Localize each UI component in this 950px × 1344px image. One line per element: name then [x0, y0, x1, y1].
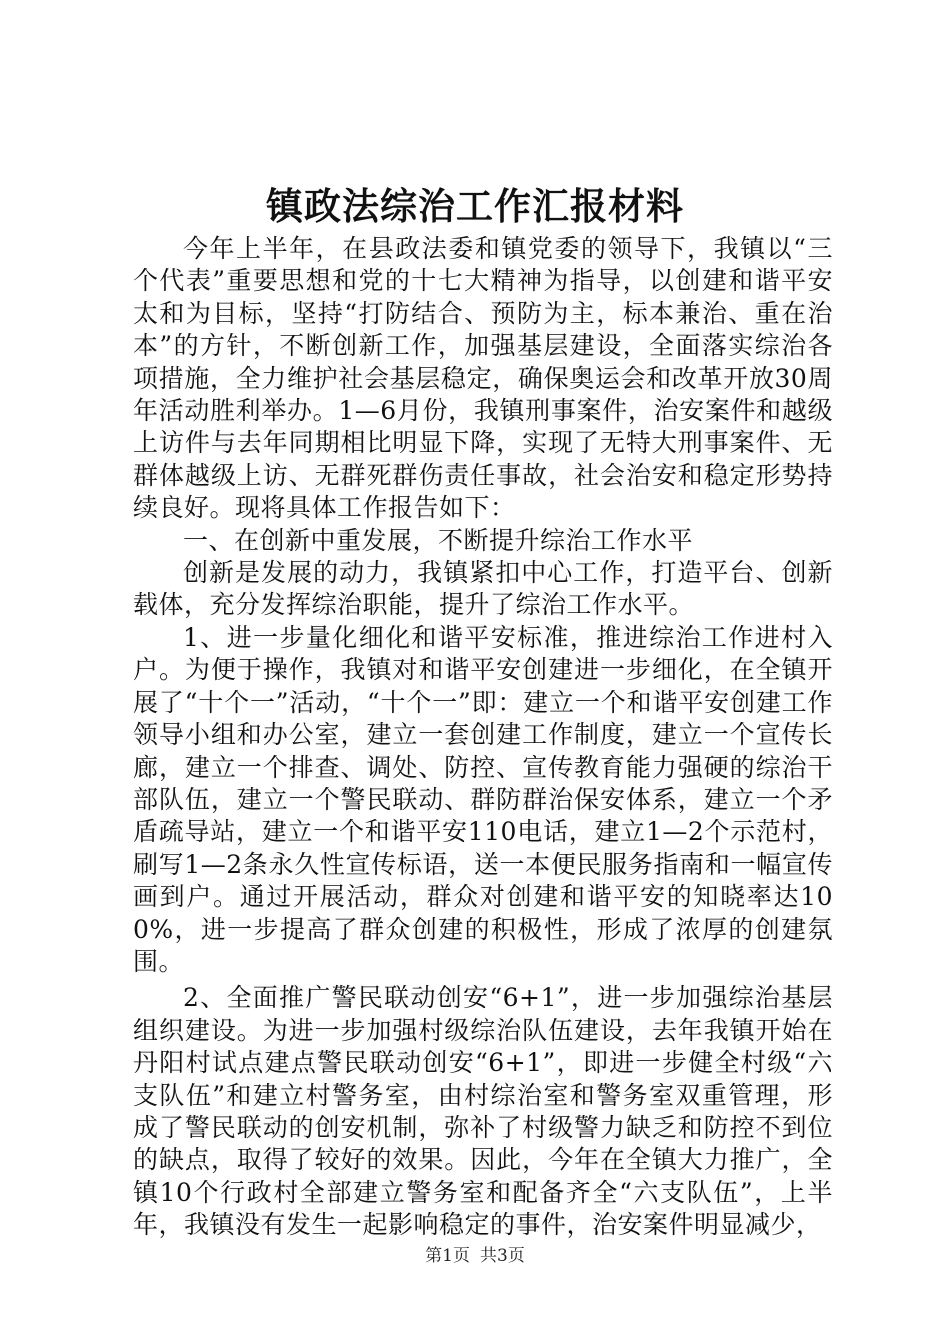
- document-title: 镇政法综治工作汇报材料: [266, 184, 684, 228]
- paragraph-intro: 今年上半年，在县政法委和镇党委的领导下，我镇以“三个代表”重要思想和党的十七大精神为指导，以创建和谐平安太和为目标，坚持“打防结合、预防为主，标本兼治、重在治本”的方针，不断创新工作，加强基层建设，全面落实综治各项措施，全力维护社会基层稳定，确保奥运会和改革开放30周年活动胜利举办。1—6月份，我镇刑事案件，治安案件和越级上访件与去年同期相比明显下降，实现了无特大刑事案件、无群体越级上访、无群死群伤责任事故，社会治安和稳定形势持续良好。现将具体工作报告如下：: [133, 234, 833, 523]
- page-total: 共3页: [480, 1246, 525, 1266]
- paragraph-item-2: 2、全面推广警民联动创安“6+1”，进一步加强综治基层组织建设。为进一步加强村级综治队伍建设，去年我镇开始在丹阳村试点建点警民联动创安“6+1”，即进一步健全村级“六支队伍”和建立村警务室，由村综治室和警务室双重管理，形成了警民联动的创安机制，弥补了村级警力缺乏和防控不到位的缺点，取得了较好的效果。因此，今年在全镇大力推广，全镇10个行政村全部建立警务室和配备齐全“六支队伍”，上半年，我镇没有发生一起影响稳定的事件，治安案件明显减少，: [133, 983, 833, 1240]
- page-number: 第1页: [425, 1246, 470, 1266]
- document-body: [133, 233, 833, 1242]
- page-footer: [0, 1244, 950, 1268]
- paragraph-item-1: 1、进一步量化细化和谐平安标准，推进综治工作进村入户。为便于操作，我镇对和谐平安创建进一步细化，在全镇开展了“十个一”活动，“十个一”即：建立一个和谐平安创建工作领导小组和办公室，建立一套创建工作制度，建立一个宣传长廊，建立一个排查、调处、防控、宣传教育能力强硬的综治干部队伍，建立一个警民联动、群防群治保安体系，建立一个矛盾疏导站，建立一个和谐平安110电话，建立1—2个示范村，刷写1—2条永久性宣传标语，送一本便民服务指南和一幅宣传画到户。通过开展活动，群众对创建和谐平安的知晓率达100%，进一步提高了群众创建的积极性，形成了浓厚的创建氛围。: [133, 622, 833, 976]
- section-heading-1: 一、在创新中重发展，不断提升综治工作水平: [183, 525, 694, 555]
- paragraph-section-1-intro: 创新是发展的动力，我镇紧扣中心工作，打造平台、创新载体，充分发挥综治职能，提升了综治工作水平。: [133, 558, 833, 620]
